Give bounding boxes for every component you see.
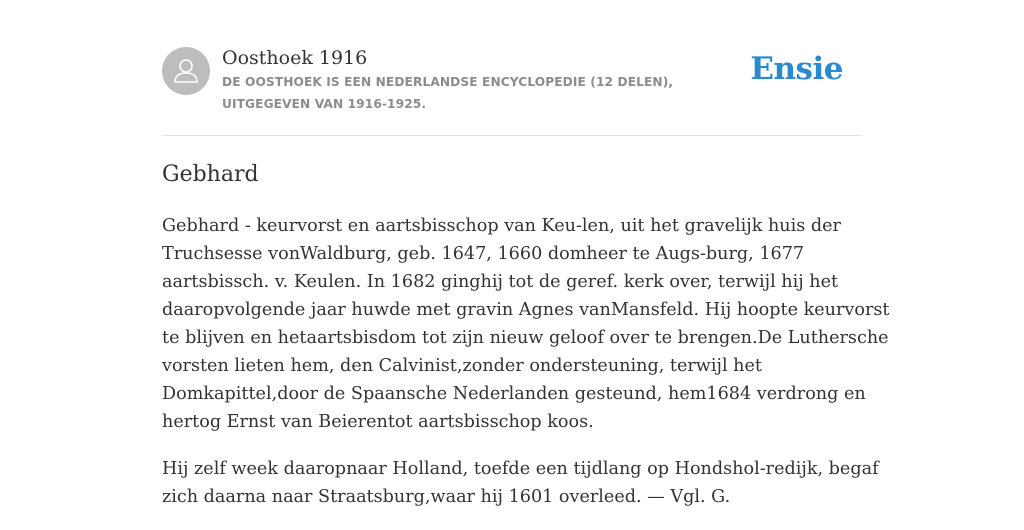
user-icon [162, 47, 210, 95]
text-line: Domkapittel,door de Spaansche Nederlanden gesteund, hem1684 verdrong en [162, 384, 866, 404]
text-line: aartsbissch. v. Keulen. In 1682 ginghij tot de geref. kerk over, terwijl hij het [162, 272, 839, 292]
source-info [222, 45, 762, 115]
text-line: hertog Ernst van Beierentot aartsbisschop koos. [162, 412, 594, 432]
avatar[interactable] [162, 47, 210, 95]
entry-title: Gebhard [162, 162, 259, 187]
source-title[interactable]: Oosthoek 1916 [222, 47, 368, 69]
text-line: Hij zelf week daaropnaar Holland, toefde een tijdlang op Hondshol-redijk, begaf [162, 459, 879, 479]
brand-logo[interactable]: Ensie [750, 51, 843, 87]
text-line: daaropvolgende jaar huwde met gravin Agnes vanMansfeld. Hij hoopte keurvorst [162, 300, 890, 320]
source-header [162, 0, 862, 136]
page [162, 0, 890, 507]
paragraph-2 [162, 455, 879, 511]
paragraph-1 [162, 212, 890, 436]
text-line: zich daarna naar Straatsburg,waar hij 1601 overleed. — Vgl. G. [162, 487, 731, 507]
text-line: Gebhard - keurvorst en aartsbisschop van Keu-len, uit het gravelijk huis der [162, 216, 841, 236]
text-line: te blijven en hetaartsbisdom tot zijn nieuw geloof over te brengen.De Luthersche [162, 328, 889, 348]
text-line: vorsten lieten hem, den Calvinist,zonder ondersteuning, terwijl het [162, 356, 762, 376]
source-description: DE OOSTHOEK IS EEN NEDERLANDSE ENCYCLOPEDIE (12 DELEN), UITGEGEVEN VAN 1916-1925. [222, 75, 674, 111]
entry-body [162, 212, 890, 530]
text-line: Truchsesse vonWaldburg, geb. 1647, 1660 domheer te Augs-burg, 1677 [162, 244, 805, 264]
